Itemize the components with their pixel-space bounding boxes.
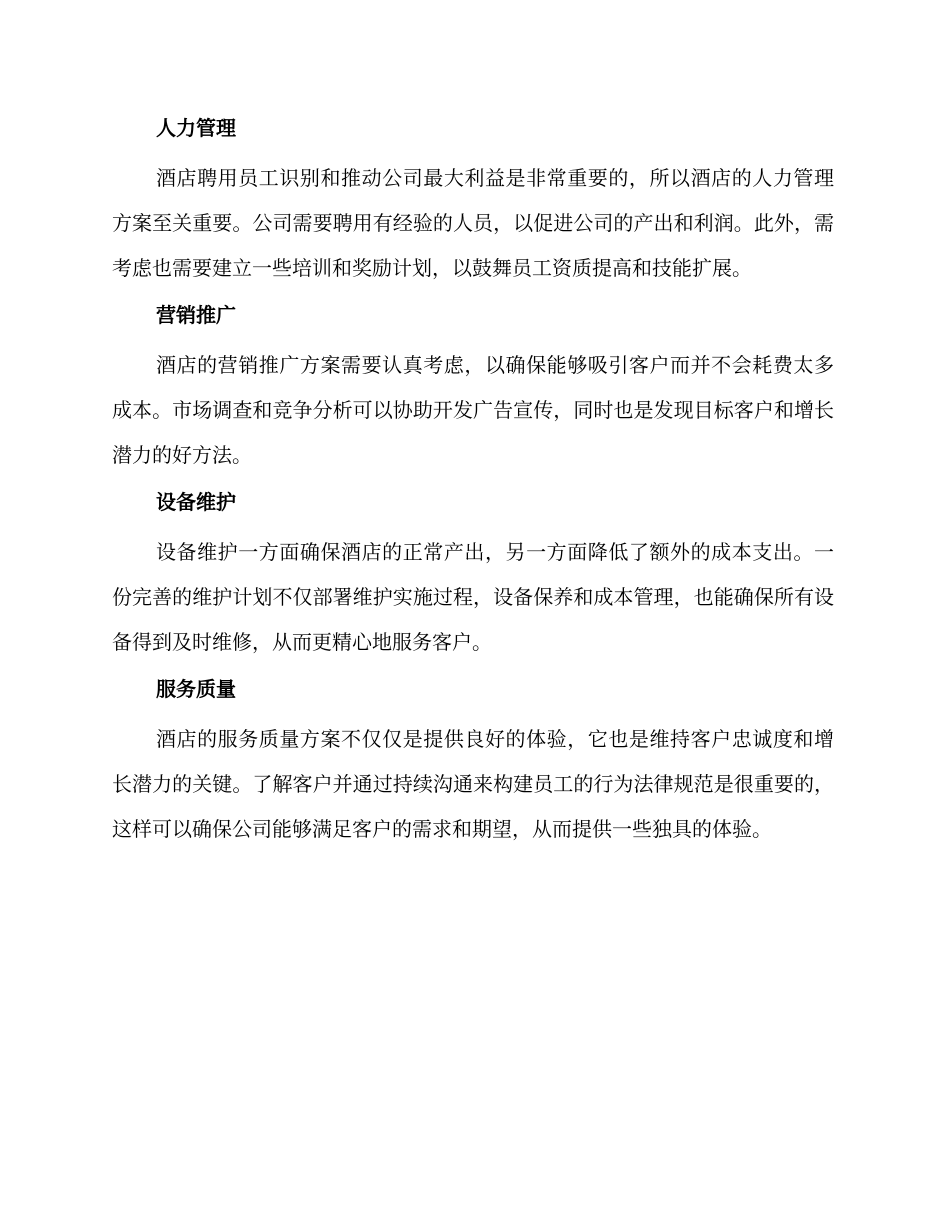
section-service-quality — [112, 671, 834, 852]
section-heading: 服务质量 — [156, 677, 236, 701]
section-heading: 设备维护 — [156, 490, 236, 514]
section-paragraph: 设备维护一方面确保酒店的正常产出，另一方面降低了额外的成本支出。一份完善的维护计划不仅部署维护实施过程，设备保养和成本管理，也能确保所有设备得到及时维修，从而更精心地服务客户。 — [112, 540, 834, 654]
section-human-resources — [112, 110, 834, 291]
section-equipment-maintenance — [112, 484, 834, 665]
document-body — [112, 110, 834, 852]
section-heading: 人力管理 — [156, 116, 236, 140]
section-marketing — [112, 297, 834, 478]
section-paragraph: 酒店的服务质量方案不仅仅是提供良好的体验，它也是维持客户忠诚度和增长潜力的关键。了解客户并通过持续沟通来构建员工的行为法律规范是很重要的，这样可以确保公司能够满足客户的需求和期望，从而提供一些独具的体验。 — [112, 727, 834, 841]
section-paragraph: 酒店的营销推广方案需要认真考虑，以确保能够吸引客户而并不会耗费太多成本。市场调查和竞争分析可以协助开发广告宣传，同时也是发现目标客户和增长潜力的好方法。 — [112, 353, 834, 467]
section-paragraph: 酒店聘用员工识别和推动公司最大利益是非常重要的，所以酒店的人力管理方案至关重要。公司需要聘用有经验的人员，以促进公司的产出和利润。此外，需考虑也需要建立一些培训和奖励计划，以鼓舞员工资质提高和技能扩展。 — [112, 166, 834, 280]
section-heading: 营销推广 — [156, 303, 236, 327]
